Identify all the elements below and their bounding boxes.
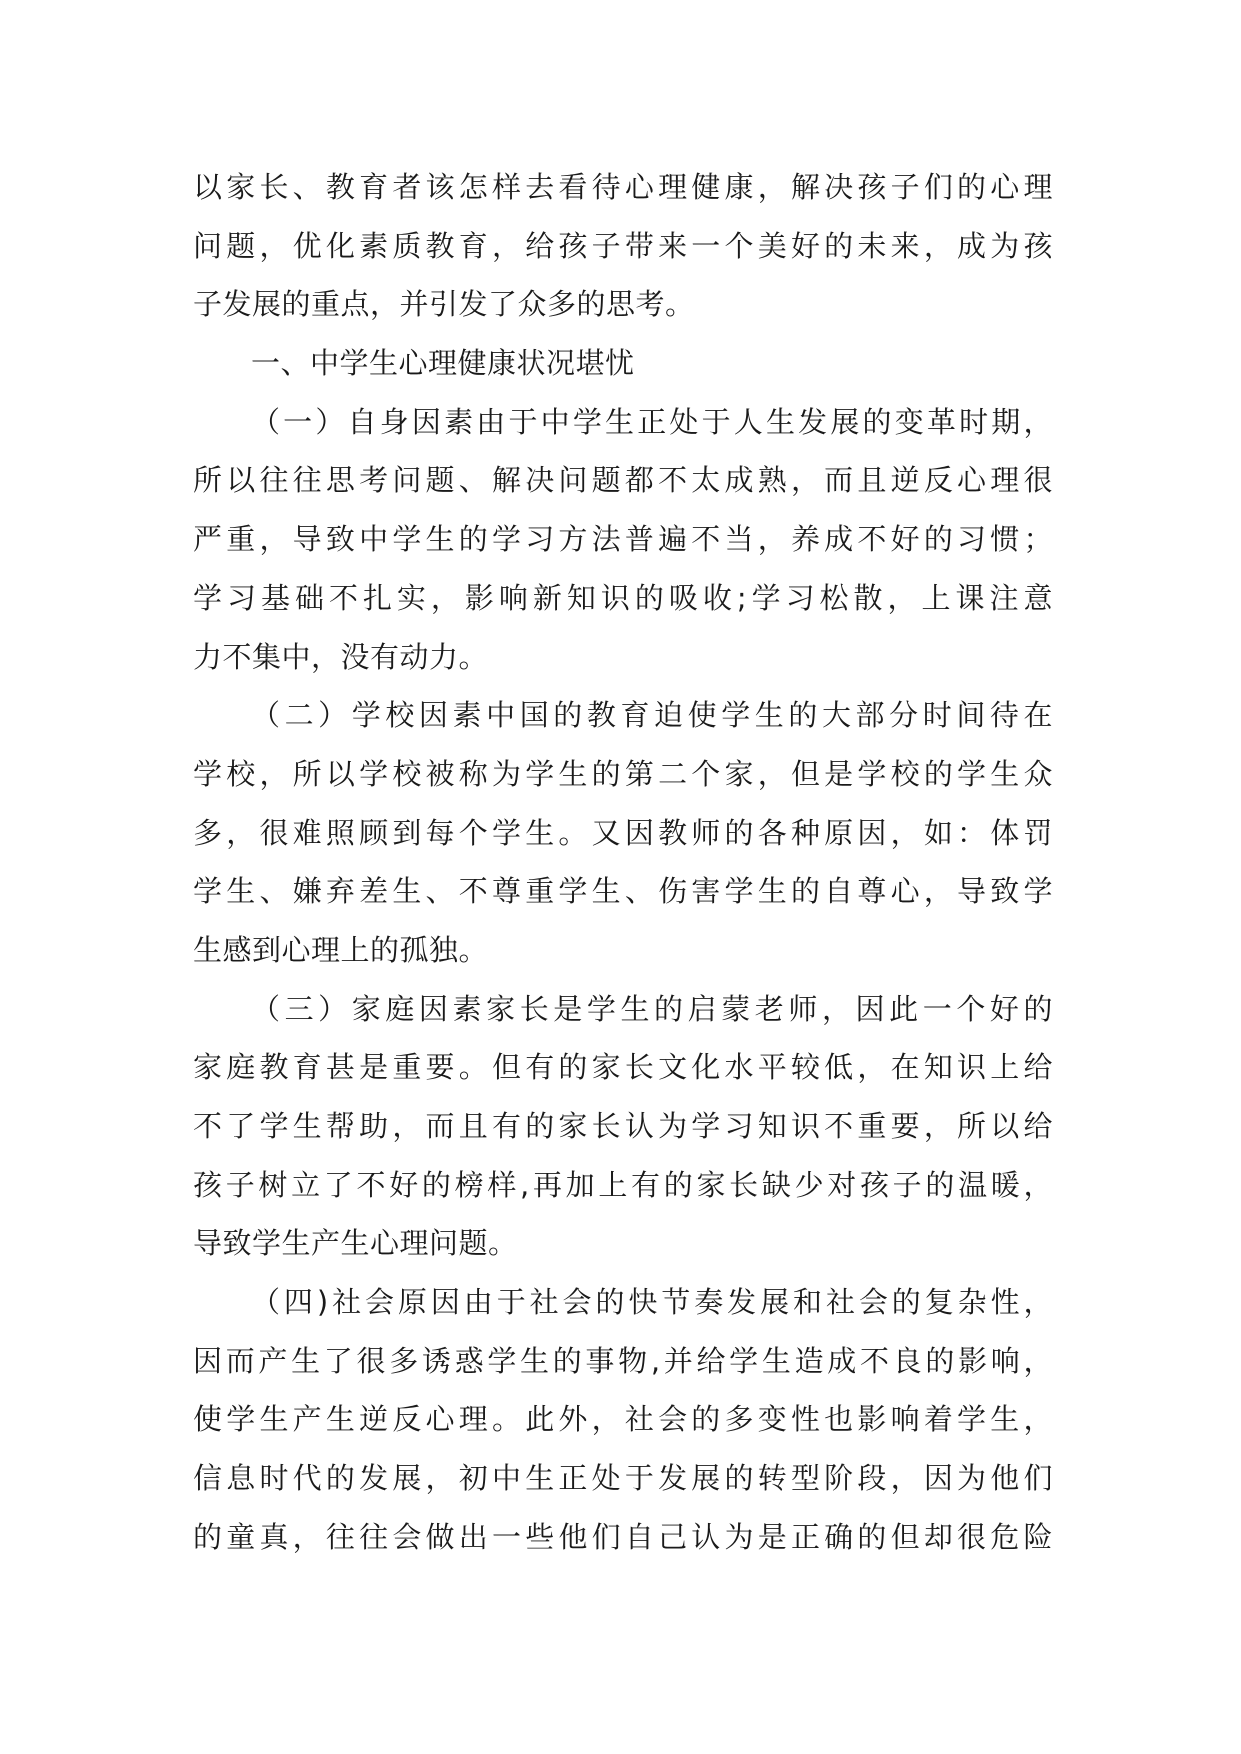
body-text [193,158,1053,1567]
text-line: 使学生产生逆反心理。此外，社会的多变性也影响着学生， [193,1402,1053,1437]
text-line: （三）家庭因素家长是学生的启蒙老师，因此一个好的 [251,991,1053,1026]
text-line: 导致学生产生心理问题。 [193,1226,518,1261]
text-line: 信息时代的发展，初中生正处于发展的转型阶段，因为他们 [193,1461,1053,1496]
text-line: 生感到心理上的孤独。 [193,932,489,967]
text-line: 孩子树立了不好的榜样,再加上有的家长缺少对孩子的温暖， [193,1167,1053,1202]
text-line: 力不集中，没有动力。 [193,639,489,674]
text-line: 子发展的重点，并引发了众多的思考。 [193,287,695,322]
text-line: 因而产生了很多诱惑学生的事物,并给学生造成不良的影响， [193,1343,1053,1378]
text-line: 的童真，往往会做出一些他们自己认为是正确的但却很危险 [193,1519,1053,1554]
text-line: 不了学生帮助，而且有的家长认为学习知识不重要，所以给 [193,1109,1053,1143]
text-line: （一）自身因素由于中学生正处于人生发展的变革时期， [251,404,1053,439]
text-line: 学校，所以学校被称为学生的第二个家，但是学校的学生众 [193,756,1053,791]
text-line: 以家长、教育者该怎样去看待心理健康，解决孩子们的心理 [193,170,1053,204]
text-line: 学习基础不扎实，影响新知识的吸收;学习松散，上课注意 [193,580,1053,615]
text-line: （二）学校因素中国的教育迫使学生的大部分时间待在 [251,698,1053,733]
text-line: 家庭教育甚是重要。但有的家长文化水平较低，在知识上给 [193,1050,1053,1085]
text-line: 严重，导致中学生的学习方法普遍不当，养成不好的习惯； [193,522,1053,557]
section-heading: 一、中学生心理健康状况堪忧 [251,346,635,381]
text-line: 多，很难照顾到每个学生。又因教师的各种原因，如：体罚 [193,815,1053,850]
text-line: 学生、嫌弃差生、不尊重学生、伤害学生的自尊心，导致学 [193,874,1053,909]
text-line: 问题，优化素质教育，给孩子带来一个美好的未来，成为孩 [193,228,1053,263]
text-line: 所以往往思考问题、解决问题都不太成熟，而且逆反心理很 [193,463,1053,498]
text-line: （四)社会原因由于社会的快节奏发展和社会的复杂性， [251,1285,1053,1320]
